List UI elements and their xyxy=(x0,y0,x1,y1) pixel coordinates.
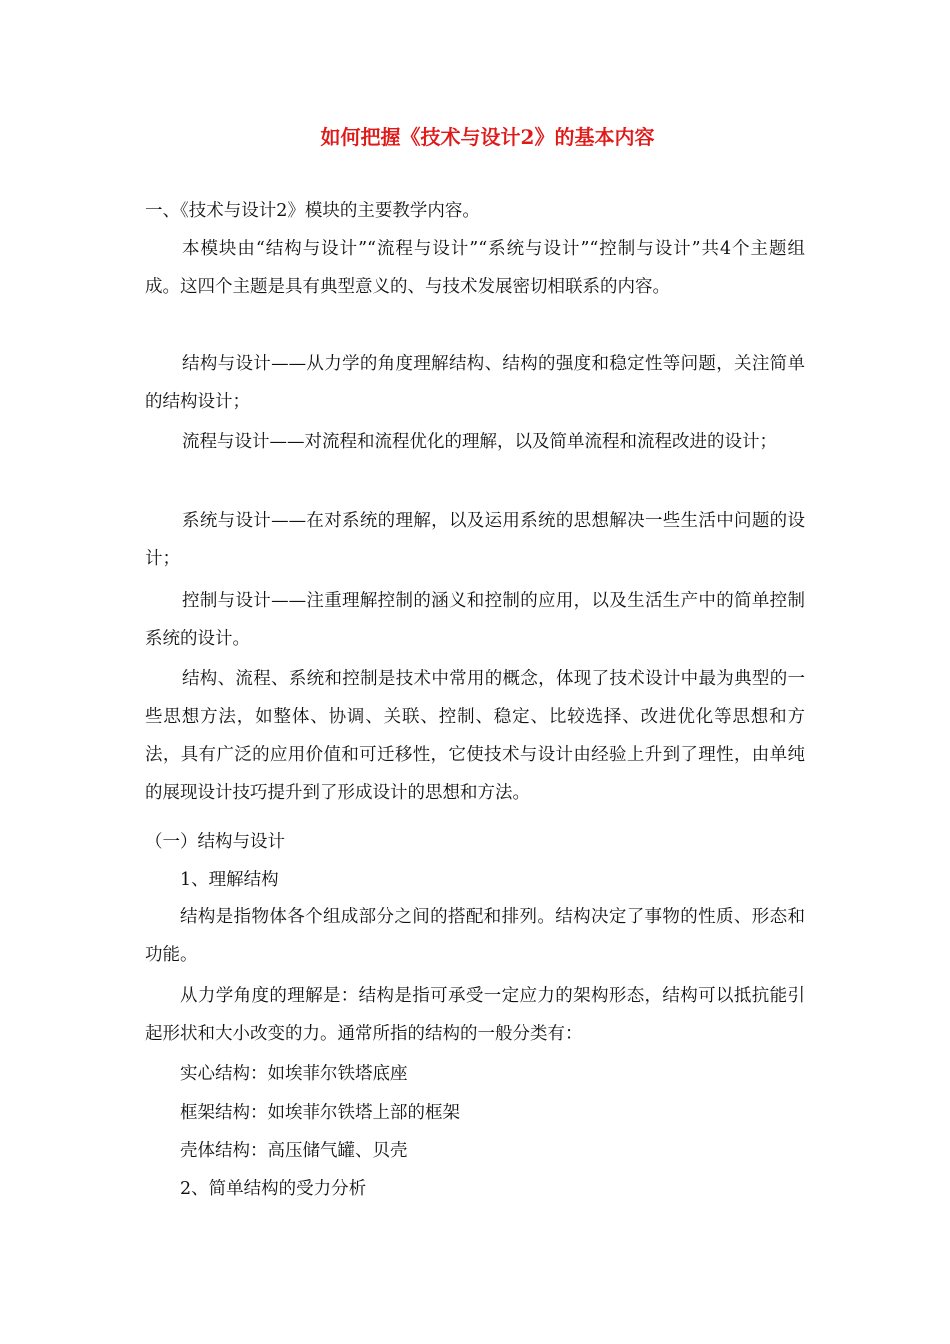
summary-paragraph: 结构、流程、系统和控制是技术中常用的概念，体现了技术设计中最为典型的一些思想方法，如整体、协调、关联、控制、稳定、比较选择、改进优化等思想和方法，具有广泛的应用价值和可迁移性，它使技术与设计由经验上升到了理性，由单纯的展现设计技巧提升到了形成设计的思想和方法。 xyxy=(145,669,805,803)
document-title: 如何把握《技术与设计2》的基本内容 xyxy=(320,125,655,149)
section-heading: 一、《技术与设计2》模块的主要教学内容。 xyxy=(145,201,480,221)
system-paragraph: 系统与设计——在对系统的理解，以及运用系统的思想解决一些生活中问题的设计； xyxy=(145,511,805,569)
subsection-heading: （一）结构与设计 xyxy=(145,832,285,852)
item-heading-1: 1、理解结构 xyxy=(180,870,279,890)
mechanics-paragraph: 从力学角度的理解是：结构是指可承受一定应力的架构形态，结构可以抵抗能引起形状和大小改变的力。通常所指的结构的一般分类有： xyxy=(145,986,805,1044)
item-heading-2: 2、简单结构的受力分析 xyxy=(180,1179,367,1199)
structure-type-frame: 框架结构：如埃菲尔铁塔上部的框架 xyxy=(180,1103,460,1123)
definition-paragraph: 结构是指物体各个组成部分之间的搭配和排列。结构决定了事物的性质、形态和功能。 xyxy=(145,907,805,965)
control-paragraph: 控制与设计——注重理解控制的涵义和控制的应用，以及生活生产中的简单控制系统的设计。 xyxy=(145,591,805,649)
structure-type-shell: 壳体结构：高压储气罐、贝壳 xyxy=(180,1141,408,1161)
intro-paragraph: 本模块由“结构与设计”“流程与设计”“系统与设计”“控制与设计”共4个主题组成。这四个主题是具有典型意义的、与技术发展密切相联系的内容。 xyxy=(145,239,805,297)
process-paragraph: 流程与设计——对流程和流程优化的理解，以及简单流程和流程改进的设计； xyxy=(182,432,777,452)
structure-type-solid: 实心结构：如埃菲尔铁塔底座 xyxy=(180,1064,408,1084)
structure-paragraph: 结构与设计——从力学的角度理解结构、结构的强度和稳定性等问题，关注简单的结构设计； xyxy=(145,354,805,412)
